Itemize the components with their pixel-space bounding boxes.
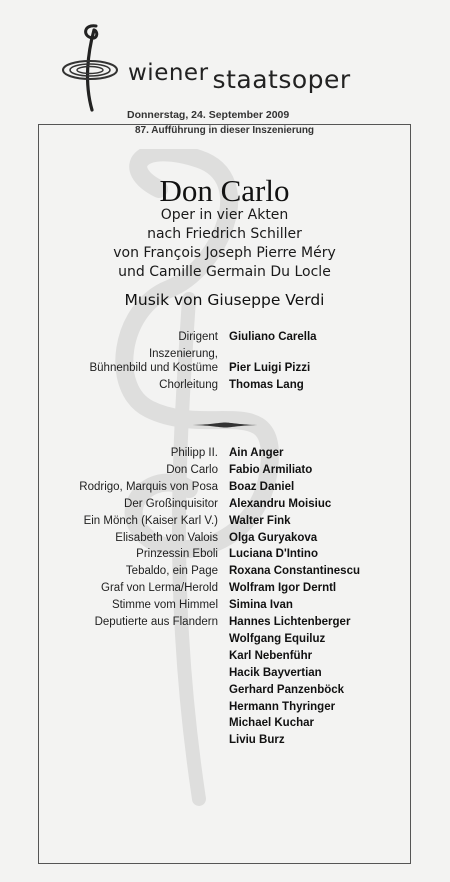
cast-singer-name: Simina Ivan xyxy=(229,599,293,612)
subtitle-line: von François Joseph Pierre Méry xyxy=(113,245,336,261)
cast-singer-name: Hannes Lichtenberger xyxy=(229,616,351,628)
cast-singer-name: Boaz Daniel xyxy=(229,480,295,493)
ornamental-divider xyxy=(189,421,261,429)
performance-date: Donnerstag, 24. September 2009 xyxy=(127,109,290,121)
cast-singer-name: Luciana D'Intino xyxy=(229,548,318,561)
cast-role: Tebaldo, ein Page xyxy=(125,565,218,578)
cast-role: Ein Mönch (Kaiser Karl V.) xyxy=(83,514,218,527)
cast-singer-name: Roxana Constantinescu xyxy=(229,565,360,578)
credit-role: Chorleitung xyxy=(159,379,218,391)
subtitle-line: und Camille Germain Du Locle xyxy=(118,264,331,280)
cast-role: Stimme vom Himmel xyxy=(111,599,218,612)
cast-singer-name: Michael Kuchar xyxy=(229,717,314,730)
cast-singer-name: Gerhard Panzenböck xyxy=(229,683,345,696)
cast-singer-name: Hacik Bayvertian xyxy=(229,666,322,679)
credit-role: Dirigent xyxy=(178,331,218,343)
brand-word-wiener: wiener xyxy=(128,60,209,86)
cast-singer-name: Ain Anger xyxy=(229,447,284,459)
credit-name: Pier Luigi Pizzi xyxy=(229,362,311,374)
cast-singer-name: Liviu Burz xyxy=(229,734,285,747)
cast-singer-name: Karl Nebenführ xyxy=(229,649,313,662)
treble-clef-logo-icon xyxy=(58,22,118,114)
cast-singer-name: Hermann Thyringer xyxy=(229,700,336,713)
cast-role: Philipp II. xyxy=(170,447,218,459)
credit-role: Bühnenbild und Kostüme xyxy=(89,362,218,374)
cast-role: Graf von Lerma/Herold xyxy=(101,582,218,595)
credit-role: Inszenierung, xyxy=(148,348,218,360)
opera-title: Don Carlo xyxy=(159,173,290,208)
program-frame xyxy=(38,124,411,864)
cast-singer-name: Wolfgang Equiluz xyxy=(229,632,326,645)
cast-singer-name: Walter Fink xyxy=(229,514,291,527)
cast-singer-name: Olga Guryakova xyxy=(229,531,318,544)
credit-name: Thomas Lang xyxy=(229,379,304,391)
brand-word-staatsoper: staatsoper xyxy=(212,65,351,94)
subtitle-line: nach Friedrich Schiller xyxy=(147,226,302,242)
subtitle-line: Oper in vier Akten xyxy=(160,207,289,223)
cast-role: Prinzessin Eboli xyxy=(136,548,218,561)
cast-role: Der Großinquisitor xyxy=(124,497,218,510)
cast-singer-name: Wolfram Igor Derntl xyxy=(229,582,337,595)
cast-role: Don Carlo xyxy=(166,463,218,476)
cast-role: Rodrigo, Marquis von Posa xyxy=(79,480,218,493)
cast-role: Elisabeth von Valois xyxy=(115,531,218,544)
performance-count-note: 87. Aufführung in dieser Inszenierung xyxy=(134,125,315,136)
composer-credit: Musik von Giuseppe Verdi xyxy=(124,291,325,309)
credit-name: Giuliano Carella xyxy=(229,331,317,343)
brand-wordmark xyxy=(128,57,351,94)
cast-singer-name: Alexandru Moisiuc xyxy=(229,497,332,510)
cast-role: Deputierte aus Flandern xyxy=(94,616,218,628)
cast-singer-name: Fabio Armiliato xyxy=(229,463,313,476)
